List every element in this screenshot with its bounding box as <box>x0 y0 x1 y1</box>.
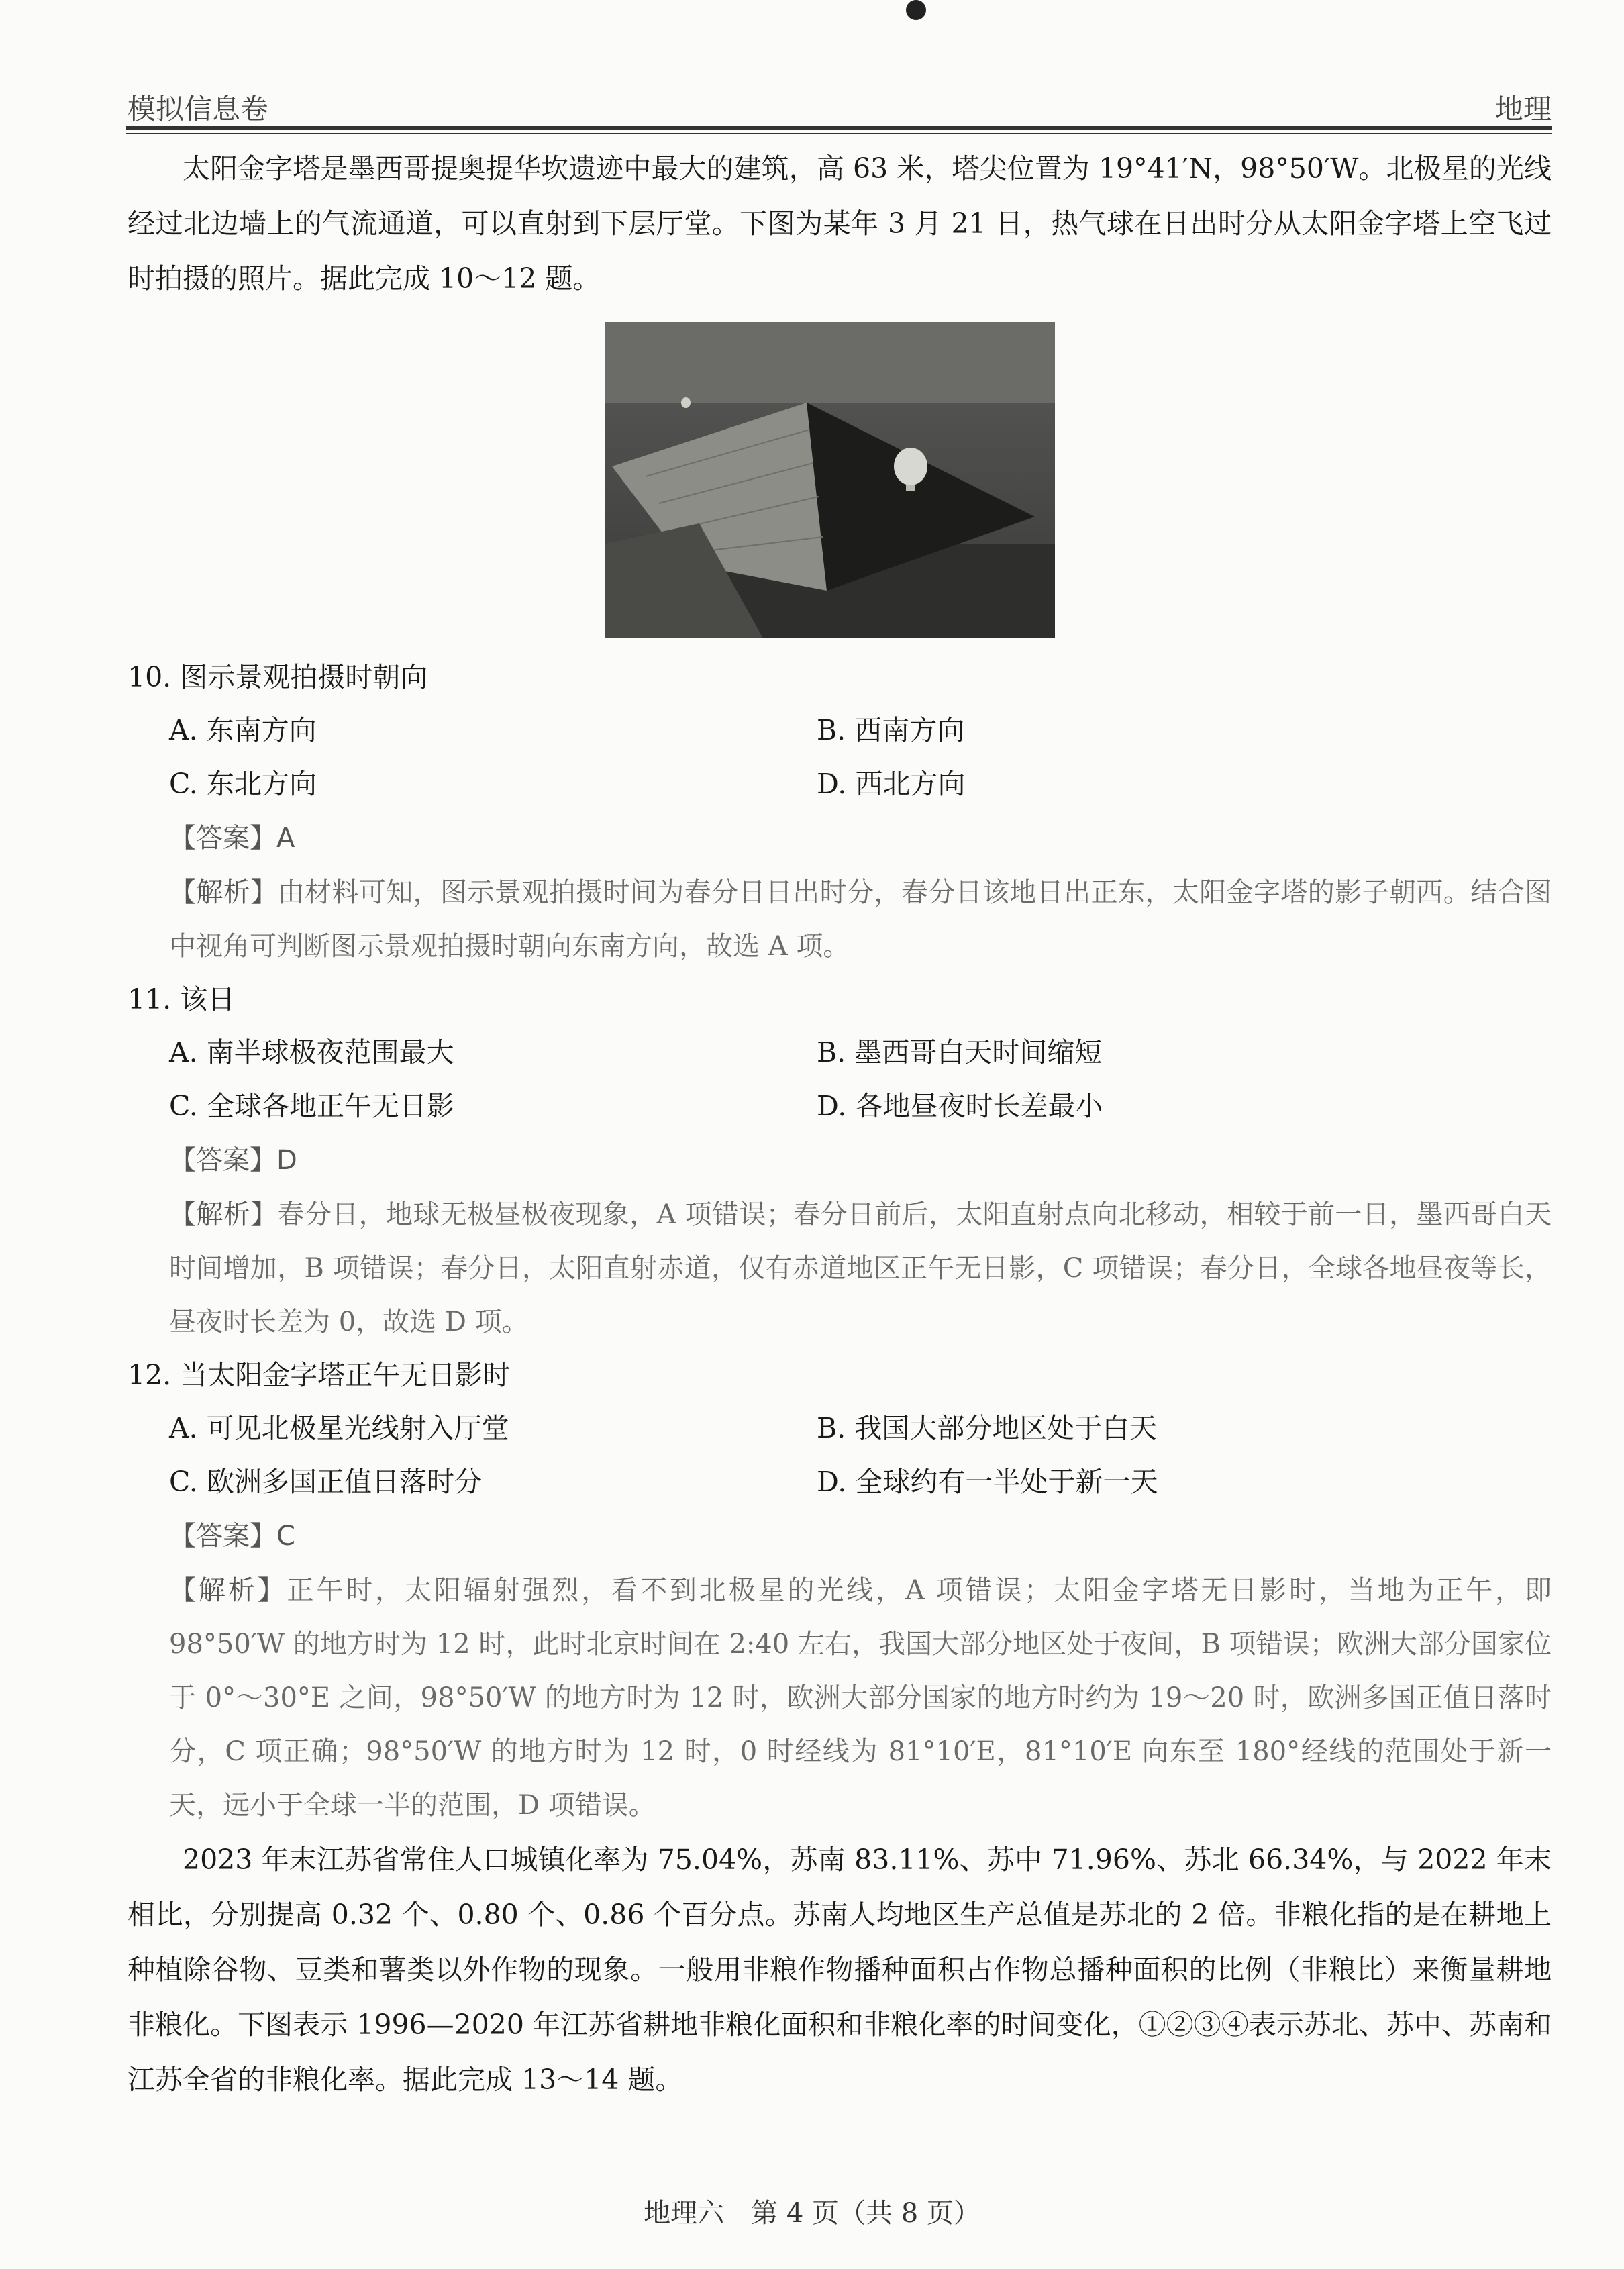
answer-tag: 【答案】 <box>169 1145 276 1176</box>
answer-value: C <box>276 1521 295 1552</box>
header-right: 地理 <box>1494 93 1552 125</box>
explanation-text: 春分日，地球无极昼极夜现象，A 项错误；春分日前后，太阳直射点向北移动，相较于前一日，墨西哥白天时间增加，B 项错误；春分日，太阳直射赤道，仅有赤道地区正午无日影，C 项错误；春分日，全球各地昼夜等长，昼夜时长差为 0，故选 D 项。 <box>169 1199 1552 1338</box>
option-b: B. 我国大部分地区处于白天 <box>817 1412 1158 1444</box>
answer <box>128 1133 1552 1188</box>
answer <box>128 1509 1552 1564</box>
option-d: D. 各地昼夜时长差最小 <box>817 1090 1103 1122</box>
option-b: B. 西南方向 <box>817 714 965 746</box>
header-rule-thin <box>126 133 1552 134</box>
option-d: D. 全球约有一半处于新一天 <box>817 1466 1158 1498</box>
question-11 <box>128 973 1552 1349</box>
option-a: A. 可见北极星光线射入厅堂 <box>169 1412 509 1444</box>
question-stem: 12. 当太阳金字塔正午无日影时 <box>128 1359 511 1391</box>
question-12 <box>128 1349 1552 1832</box>
option-c: C. 东北方向 <box>169 768 317 800</box>
pyramid-photo <box>605 322 1055 638</box>
options <box>128 1025 1552 1133</box>
question-stem: 11. 该日 <box>128 983 236 1015</box>
option-c: C. 欧洲多国正值日落时分 <box>169 1466 482 1498</box>
option-b: B. 墨西哥白天时间缩短 <box>817 1036 1103 1068</box>
explanation <box>128 1188 1552 1349</box>
content <box>128 141 1552 2107</box>
explanation-text: 正午时，太阳辐射强烈，看不到北极星的光线，A 项错误；太阳金字塔无日影时，当地为正午，即 98°50′W 的地方时为 12 时，此时北京时间在 2:40 左右，我国大部分地区处于夜间，B 项错误；欧洲大部分国家位于 0°～30°E 之间，98°50′W 的地方时为 12 时，欧洲大部分国家的地方时约为 19～20 时，欧洲多国正值日落时分，C 项正确；98°50′W 的地方时为 12 时，0 时经线为 81°10′E，81°10′E 向东至 180°经线的范围处于新一天，远小于全球一半的范围，D 项错误。 <box>169 1575 1552 1821</box>
options <box>128 1401 1552 1509</box>
intro-paragraph-2: 2023 年末江苏省常住人口城镇化率为 75.04%，苏南 83.11%、苏中 71.96%、苏北 66.34%，与 2022 年末相比，分别提高 0.32 个、0.80 个、0.86 个百分点。苏南人均地区生产总值是苏北的 2 倍。非粮化指的是在耕地上种植除谷物、豆类和薯类以外作物的现象。一般用非粮作物播种面积占作物总播种面积的比例（非粮比）来衡量耕地非粮化。下图表示 1996—2020 年江苏省耕地非粮化面积和非粮化率的时间变化，①②③④表示苏北、苏中、苏南和江苏全省的非粮化率。据此完成 13～14 题。 <box>128 1844 1552 2096</box>
header-rule <box>126 126 1552 130</box>
explanation-tag: 【解析】 <box>169 1575 287 1606</box>
option-a: A. 南半球极夜范围最大 <box>169 1036 454 1068</box>
question-10 <box>128 651 1552 973</box>
explanation-tag: 【解析】 <box>169 877 278 908</box>
answer-value: D <box>276 1145 297 1176</box>
answer-value: A <box>276 823 295 854</box>
page-footer: 地理六 第 4 页（共 8 页） <box>644 2198 980 2229</box>
answer <box>128 811 1552 866</box>
option-c: C. 全球各地正午无日影 <box>169 1090 454 1122</box>
option-a: A. 东南方向 <box>169 714 317 746</box>
scan-smudge <box>906 0 926 20</box>
answer-tag: 【答案】 <box>169 1521 276 1552</box>
intro-paragraph-1: 太阳金字塔是墨西哥提奥提华坎遗迹中最大的建筑，高 63 米，塔尖位置为 19°41′N，98°50′W。北极星的光线经过北边墙上的气流通道，可以直射到下层厅堂。下图为某年 3 月 21 日，热气球在日出时分从太阳金字塔上空飞过时拍摄的照片。据此完成 10～12 题。 <box>128 152 1552 295</box>
explanation <box>128 866 1552 973</box>
explanation-text: 由材料可知，图示景观拍摄时间为春分日日出时分，春分日该地日出正东，太阳金字塔的影子朝西。结合图中视角可判断图示景观拍摄时朝向东南方向，故选 A 项。 <box>169 877 1552 962</box>
options <box>128 703 1552 811</box>
header-left: 模拟信息卷 <box>128 93 269 125</box>
pyramid-photo-image <box>605 322 1055 638</box>
explanation-tag: 【解析】 <box>169 1199 278 1230</box>
option-d: D. 西北方向 <box>817 768 966 800</box>
answer-tag: 【答案】 <box>169 823 276 854</box>
question-stem: 10. 图示景观拍摄时朝向 <box>128 661 428 693</box>
explanation <box>128 1564 1552 1832</box>
